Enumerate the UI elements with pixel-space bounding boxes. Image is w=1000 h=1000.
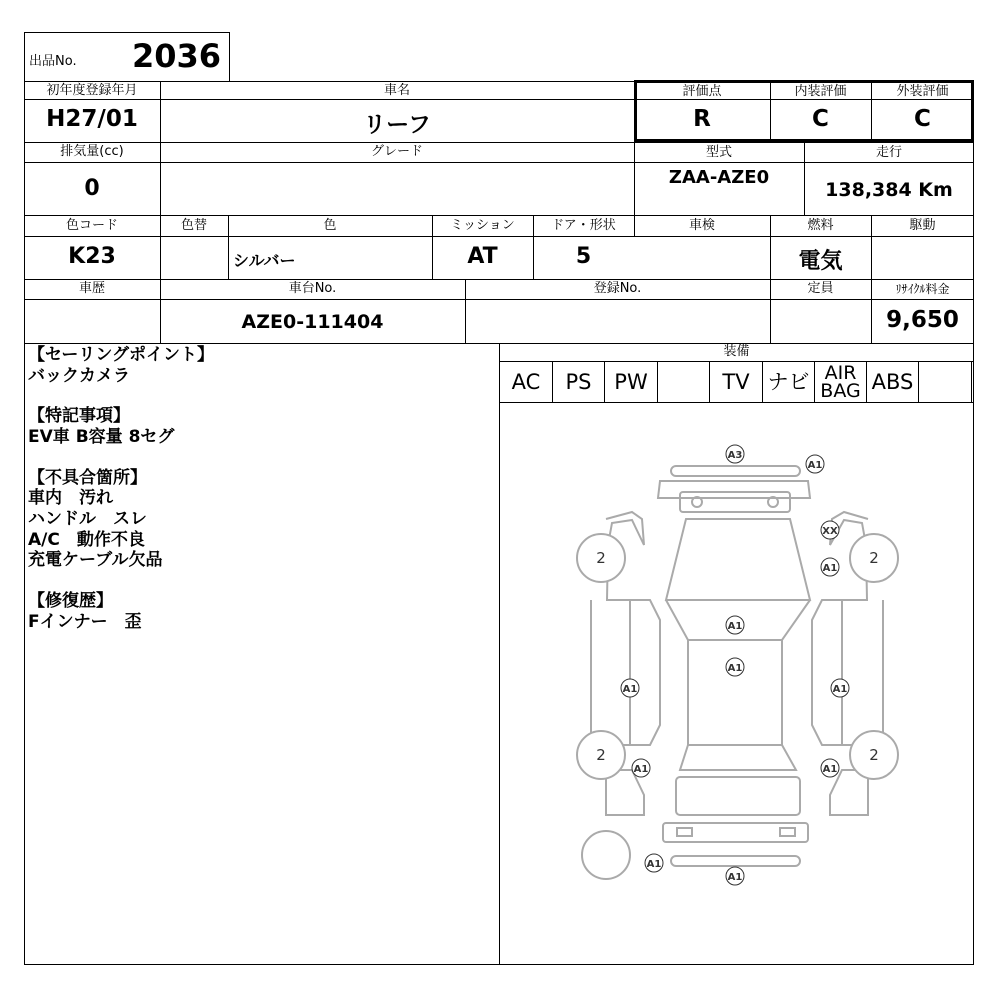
doors-value: 5 xyxy=(575,244,592,269)
selling-heading: 【セーリングポイント】 xyxy=(28,345,214,365)
label-displacement: 排気量(cc) xyxy=(60,144,124,159)
svg-text:A1: A1 xyxy=(822,563,838,574)
label-recycle: ﾘｻｲｸﾙ料金 xyxy=(895,282,950,296)
label-doors: ドア・形状 xyxy=(551,218,616,233)
svg-text:A1: A1 xyxy=(727,621,743,632)
damage-mark xyxy=(726,658,744,676)
label-drive: 駆動 xyxy=(909,218,936,233)
label-car-name: 車名 xyxy=(383,83,410,98)
damage-mark xyxy=(645,854,663,872)
divider xyxy=(971,361,972,402)
lot-number: 2036 xyxy=(131,37,221,75)
car-name-value: リーフ xyxy=(363,112,431,138)
damage-mark xyxy=(806,455,824,473)
interior-value: C xyxy=(812,106,829,132)
label-grade: グレード xyxy=(370,144,423,159)
label-fuel: 燃料 xyxy=(807,218,834,233)
defects-line: 車内 汚れ xyxy=(28,488,113,508)
label-color-code: 色コード xyxy=(65,218,118,233)
damage-mark xyxy=(621,679,639,697)
equip-blank xyxy=(919,362,971,402)
label-interior: 内装評価 xyxy=(794,84,847,99)
divider xyxy=(24,142,974,143)
svg-text:A1: A1 xyxy=(622,684,638,695)
svg-text:A1: A1 xyxy=(646,859,662,870)
label-color: 色 xyxy=(323,218,337,233)
label-transmission: ミッション xyxy=(450,218,515,233)
defects-heading: 【不具合箇所】 xyxy=(28,468,147,488)
special-line: EV車 B容量 8セグ xyxy=(28,427,175,447)
svg-text:A3: A3 xyxy=(727,450,743,461)
chassis-value: AZE0-111404 xyxy=(241,311,384,333)
defects-line: ハンドル スレ xyxy=(28,509,147,529)
label-inspection: 車検 xyxy=(688,218,715,233)
equip-abs: ABS xyxy=(871,370,914,394)
label-repaint: 色替 xyxy=(180,218,207,233)
label-score: 評価点 xyxy=(682,84,722,99)
label-first-reg: 初年度登録年月 xyxy=(46,83,138,98)
label-history: 車歴 xyxy=(78,281,105,296)
first-reg-value: H27/01 xyxy=(46,106,138,132)
divider xyxy=(24,162,974,163)
damage-mark xyxy=(821,759,839,777)
defects-line: 充電ケーブル欠品 xyxy=(28,550,163,570)
tire-fl-grade: 2 xyxy=(596,549,606,567)
label-equipment: 装備 xyxy=(723,344,750,359)
fuel-value: 電気 xyxy=(798,249,843,274)
label-registration: 登録No. xyxy=(593,281,642,296)
displacement-value: 0 xyxy=(84,176,100,201)
lot-box xyxy=(24,32,230,82)
damage-mark xyxy=(821,521,839,539)
model-value: ZAA-AZE0 xyxy=(668,167,770,188)
damage-mark xyxy=(632,759,650,777)
damage-mark xyxy=(726,616,744,634)
label-exterior: 外装評価 xyxy=(896,84,949,99)
svg-text:A1: A1 xyxy=(633,764,649,775)
score-value: R xyxy=(693,106,711,132)
repair-line: Fインナー 歪 xyxy=(28,612,142,632)
divider xyxy=(24,299,974,300)
car-diagram xyxy=(500,403,973,964)
svg-text:XX: XX xyxy=(822,526,838,537)
svg-text:A1: A1 xyxy=(727,663,743,674)
equip-airbag xyxy=(815,364,866,400)
mileage-value: 138,384 Km xyxy=(825,179,953,201)
svg-text:A1: A1 xyxy=(807,460,823,471)
divider xyxy=(24,279,974,280)
damage-mark xyxy=(726,867,744,885)
damage-mark xyxy=(726,445,744,463)
damage-mark xyxy=(821,558,839,576)
tire-rl-grade: 2 xyxy=(596,746,606,764)
color-code-value: K23 xyxy=(68,244,116,269)
equip-blank xyxy=(658,362,709,402)
tire-fr-grade: 2 xyxy=(869,549,879,567)
label-chassis: 車台No. xyxy=(288,281,337,296)
equip-ac: AC xyxy=(511,370,541,394)
svg-text:A1: A1 xyxy=(727,872,743,883)
label-capacity: 定員 xyxy=(807,281,834,296)
equip-ps: PS xyxy=(565,370,592,394)
label-mileage: 走行 xyxy=(875,145,902,160)
label-model: 型式 xyxy=(705,145,732,160)
divider xyxy=(770,215,771,343)
tire-rr-grade: 2 xyxy=(869,746,879,764)
equip-airbag-line2: BAG xyxy=(820,380,861,402)
lot-label: 出品No. xyxy=(29,54,77,69)
recycle-value: 9,650 xyxy=(886,307,959,333)
svg-text:A1: A1 xyxy=(832,684,848,695)
transmission-value: AT xyxy=(467,244,498,269)
repair-heading: 【修復歴】 xyxy=(28,591,113,611)
defects-line: A/C 動作不良 xyxy=(28,530,145,550)
damage-mark xyxy=(831,679,849,697)
svg-text:A1: A1 xyxy=(822,764,838,775)
special-heading: 【特記事項】 xyxy=(28,406,130,426)
selling-line: バックカメラ xyxy=(28,366,130,386)
equip-tv: TV xyxy=(722,370,750,394)
equip-navi: ナビ xyxy=(767,370,810,394)
divider xyxy=(24,215,974,216)
equip-airbag-line1: AIR xyxy=(824,362,857,384)
equip-pw: PW xyxy=(614,370,648,394)
exterior-value: C xyxy=(914,106,931,132)
divider xyxy=(24,236,974,237)
color-value: シルバー xyxy=(233,251,296,270)
